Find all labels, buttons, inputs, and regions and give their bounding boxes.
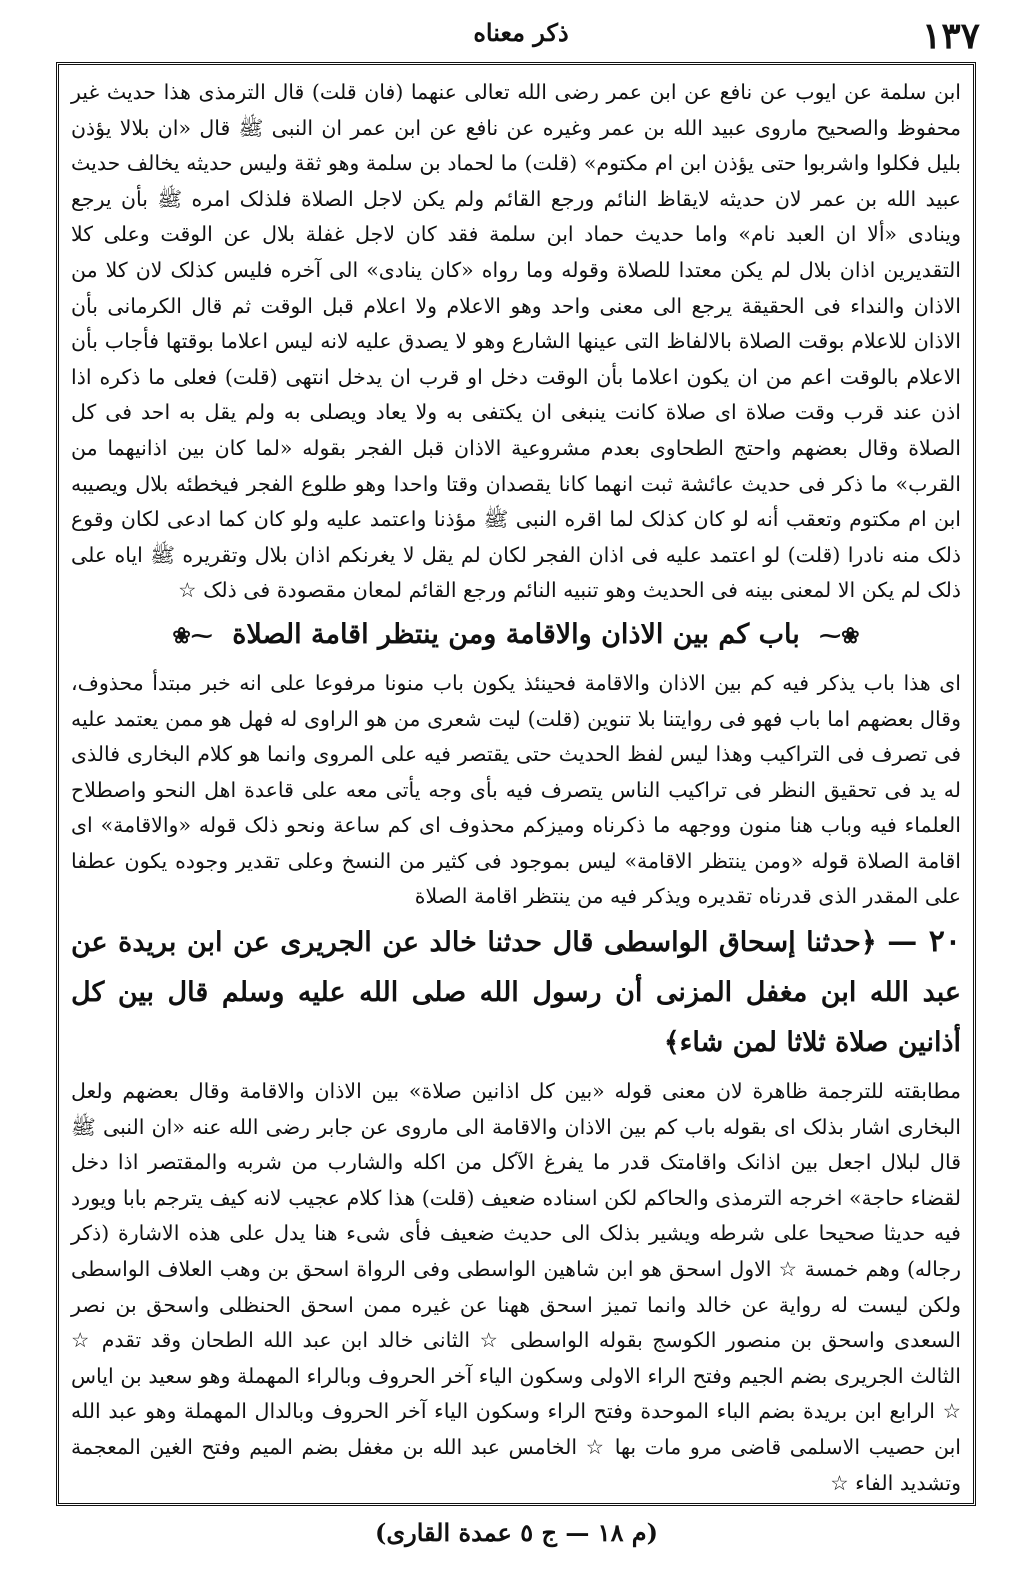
ornament-left-icon: ⁓❀ xyxy=(172,622,213,649)
page-number: ١٣٧ xyxy=(921,15,980,57)
chapter-heading-text: باب کم بین الاذان والاقامة ومن ینتظر اقامة الصلاة xyxy=(232,618,800,650)
hadith-text-block xyxy=(71,917,961,1068)
ornament-right-icon: ❀⁓ xyxy=(819,622,860,649)
hadith-number: ٢٠ — xyxy=(887,924,961,960)
text-frame xyxy=(56,62,976,1506)
chapter-heading xyxy=(71,613,961,658)
hadith-text: ﴿حدثنا إسحاق الواسطی قال حدثنا خالد عن الجریری عن ابن بریدة عن عبد الله ابن مغفل المزنی أن رسول الله صلی الله علیه وسلم قال بین کل أذانین صلاة ثلاثا لمن شاء﴾ xyxy=(71,927,961,1059)
page-header xyxy=(62,14,980,58)
commentary-paragraph: ای هذا باب یذکر فیه کم بین الاذان والاقامة فحینئذ یکون باب منونا مرفوعا علی انه خبر مبتدأ محذوف، وقال بعضهم اما باب فهو فی روایتنا بلا تنوین (قلت) لیت شعری من هو الراوی له فهل هو ممن یعتمد علیه فی تصرف فی التراکیب وهذا لیس لفظ الحدیث حتی یقتصر فیه علی المروی وانما هو کلام البخاری فالذی له ید فی تحقیق النظر فی تراکیب الناس یتصرف فیه بأی وجه یأتی معه علی قاعدة اهل النحو واصطلاح العلماء فیه وباب هنا منون ووجهه ما ذکرناه ومیزکم محذوف ای کم ساعة ونحو ذلک قوله «والاقامة» ای اقامة الصلاة قوله «ومن ینتظر الاقامة» لیس بموجود فی کثیر من النسخ وعلی تقدیر وجوده یکون عطفا علی المقدر الذی قدرناه تقدیره ویذکر فیه من ینتظر اقامة الصلاة xyxy=(71,670,961,909)
running-title: ذكر معناه xyxy=(473,18,569,47)
commentary-paragraph: مطابقته للترجمة ظاهرة لان معنی قوله «بین کل اذانین صلاة» بین الاذان والاقامة وقال بعضهم ولعل البخاری اشار بذلک ای بقوله باب کم بین الاذان والاقامة الی ماروی عن جابر رضی الله عنه «ان النبی ﷺ قال لبلال اجعل بین اذانک واقامتک قدر ما یفرغ الآکل من اکله والشارب من شربه والمقتصر اذا دخل لقضاء حاجة» اخرجه الترمذی والحاکم لکن اسناده ضعیف (قلت) هذا کلام عجیب لانه کیف یترجم بابا ویورد فیه حدیثا صحیحا علی شرطه ویشیر بذلک الی حدیث ضعیف فأی شیء هنا یدل علی هذه الاشارة (ذکر رجاله) وهم خمسة ☆ الاول اسحق هو ابن شاهین الواسطی وفی الرواة اسحق بن وهب العلاف الواسطی ولکن لیست له روایة عن خالد وانما تمیز اسحق ههنا عن غیره ممن اسحق الحنظلی واسحق بن نصر السعدی واسحق بن منصور الکوسج بقوله الواسطی ☆ الثانی خالد ابن عبد الله الطحان وقد تقدم ☆ الثالث الجریری بضم الجیم وفتح الراء الاولی وسکون الیاء آخر الحروف وبالراء المهملة وهو سعید بن ایاس ☆ الرابع ابن بریدة بضم الباء الموحدة وفتح الراء وسکون الیاء آخر الحروف وبالدال المهملة وهو عبد الله ابن حصیب الاسلمی قاضی مرو مات بها ☆ الخامس عبد الله بن مغفل بضم المیم وفتح الغین المعجمة وتشدید الفاء ☆ xyxy=(71,1079,961,1495)
commentary-paragraph: ابن سلمة عن ايوب عن نافع عن ابن عمر رضی الله تعالی عنهما (فان قلت) قال الترمذی هذا حدیث غیر محفوظ والصحیح ماروی عبید الله بن عمر وغیره عن نافع عن ابن عمر ان النبی ﷺ قال «ان بلالا یؤذن بلیل فکلوا واشربوا حتی یؤذن ابن ام مکتوم» (قلت) ما لحماد بن سلمة وهو ثقة ولیس حدیثه یخالف حدیث عبید الله بن عمر لان حدیثه لایقاظ النائم ورجع القائم ولم یکن لاجل الصلاة فلذلک امره ﷺ بأن یرجع وینادی «ألا ان العبد نام» واما حدیث حماد ابن سلمة فقد کان لاجل غفلة بلال عن الوقت وعلی کلا التقدیرین اذان بلال لم یکن معتدا للصلاة وقوله وما رواه «کان ینادی» الی آخره فلیس کذلک لان کلا من الاذان والنداء فی الحقیقة یرجع الی معنی واحد وهو الاعلام ولا اعلام قبل الوقت ثم قال الکرمانی بأن الاذان للاعلام بوقت الصلاة بالالفاظ التی عینها الشارع وهو لا یصدق علیه لانه لیس اعلاما بوقتها فأجاب بأن الاعلام بالوقت اعم من ان یکون اعلاما بأن الوقت دخل او قرب ان یدخل انتهی (قلت) فعلی ما ذکره اذا اذن عند قرب وقت صلاة ای صلاة کانت ینبغی ان یکتفی به ولا یعاد ویصلی به ولم یقل به احد فی کل الصلاة وقال بعضهم واحتج الطحاوی بعدم مشروعیة الاذان قبل الفجر بقوله «لما کان بین اذانیهما من القرب» ما ذکر فی حدیث عائشة ثبت انهما کانا یقصدان وقتا واحدا وهو طلوع الفجر فیخطئه بلال ویصیبه ابن ام مکتوم وتعقب أنه لو کان کذلک لما اقره النبی ﷺ مؤذنا واعتمد علیه ولو کان کما ادعی لکان وقوع ذلک منه نادرا (قلت) لو اعتمد علیه فی اذان الفجر لکان لم یقل لا یغرنکم اذان بلال وتقریره ﷺ ایاه علی ذلک لم یکن الا لمعنی بینه فی الحدیث وهو تنبیه النائم ورجع القائم لمعان مقصودة فی ذلک ☆ xyxy=(71,80,961,603)
page-footer-signature: (م ١٨ — ج ٥ عمدة القاری) xyxy=(374,1518,659,1547)
